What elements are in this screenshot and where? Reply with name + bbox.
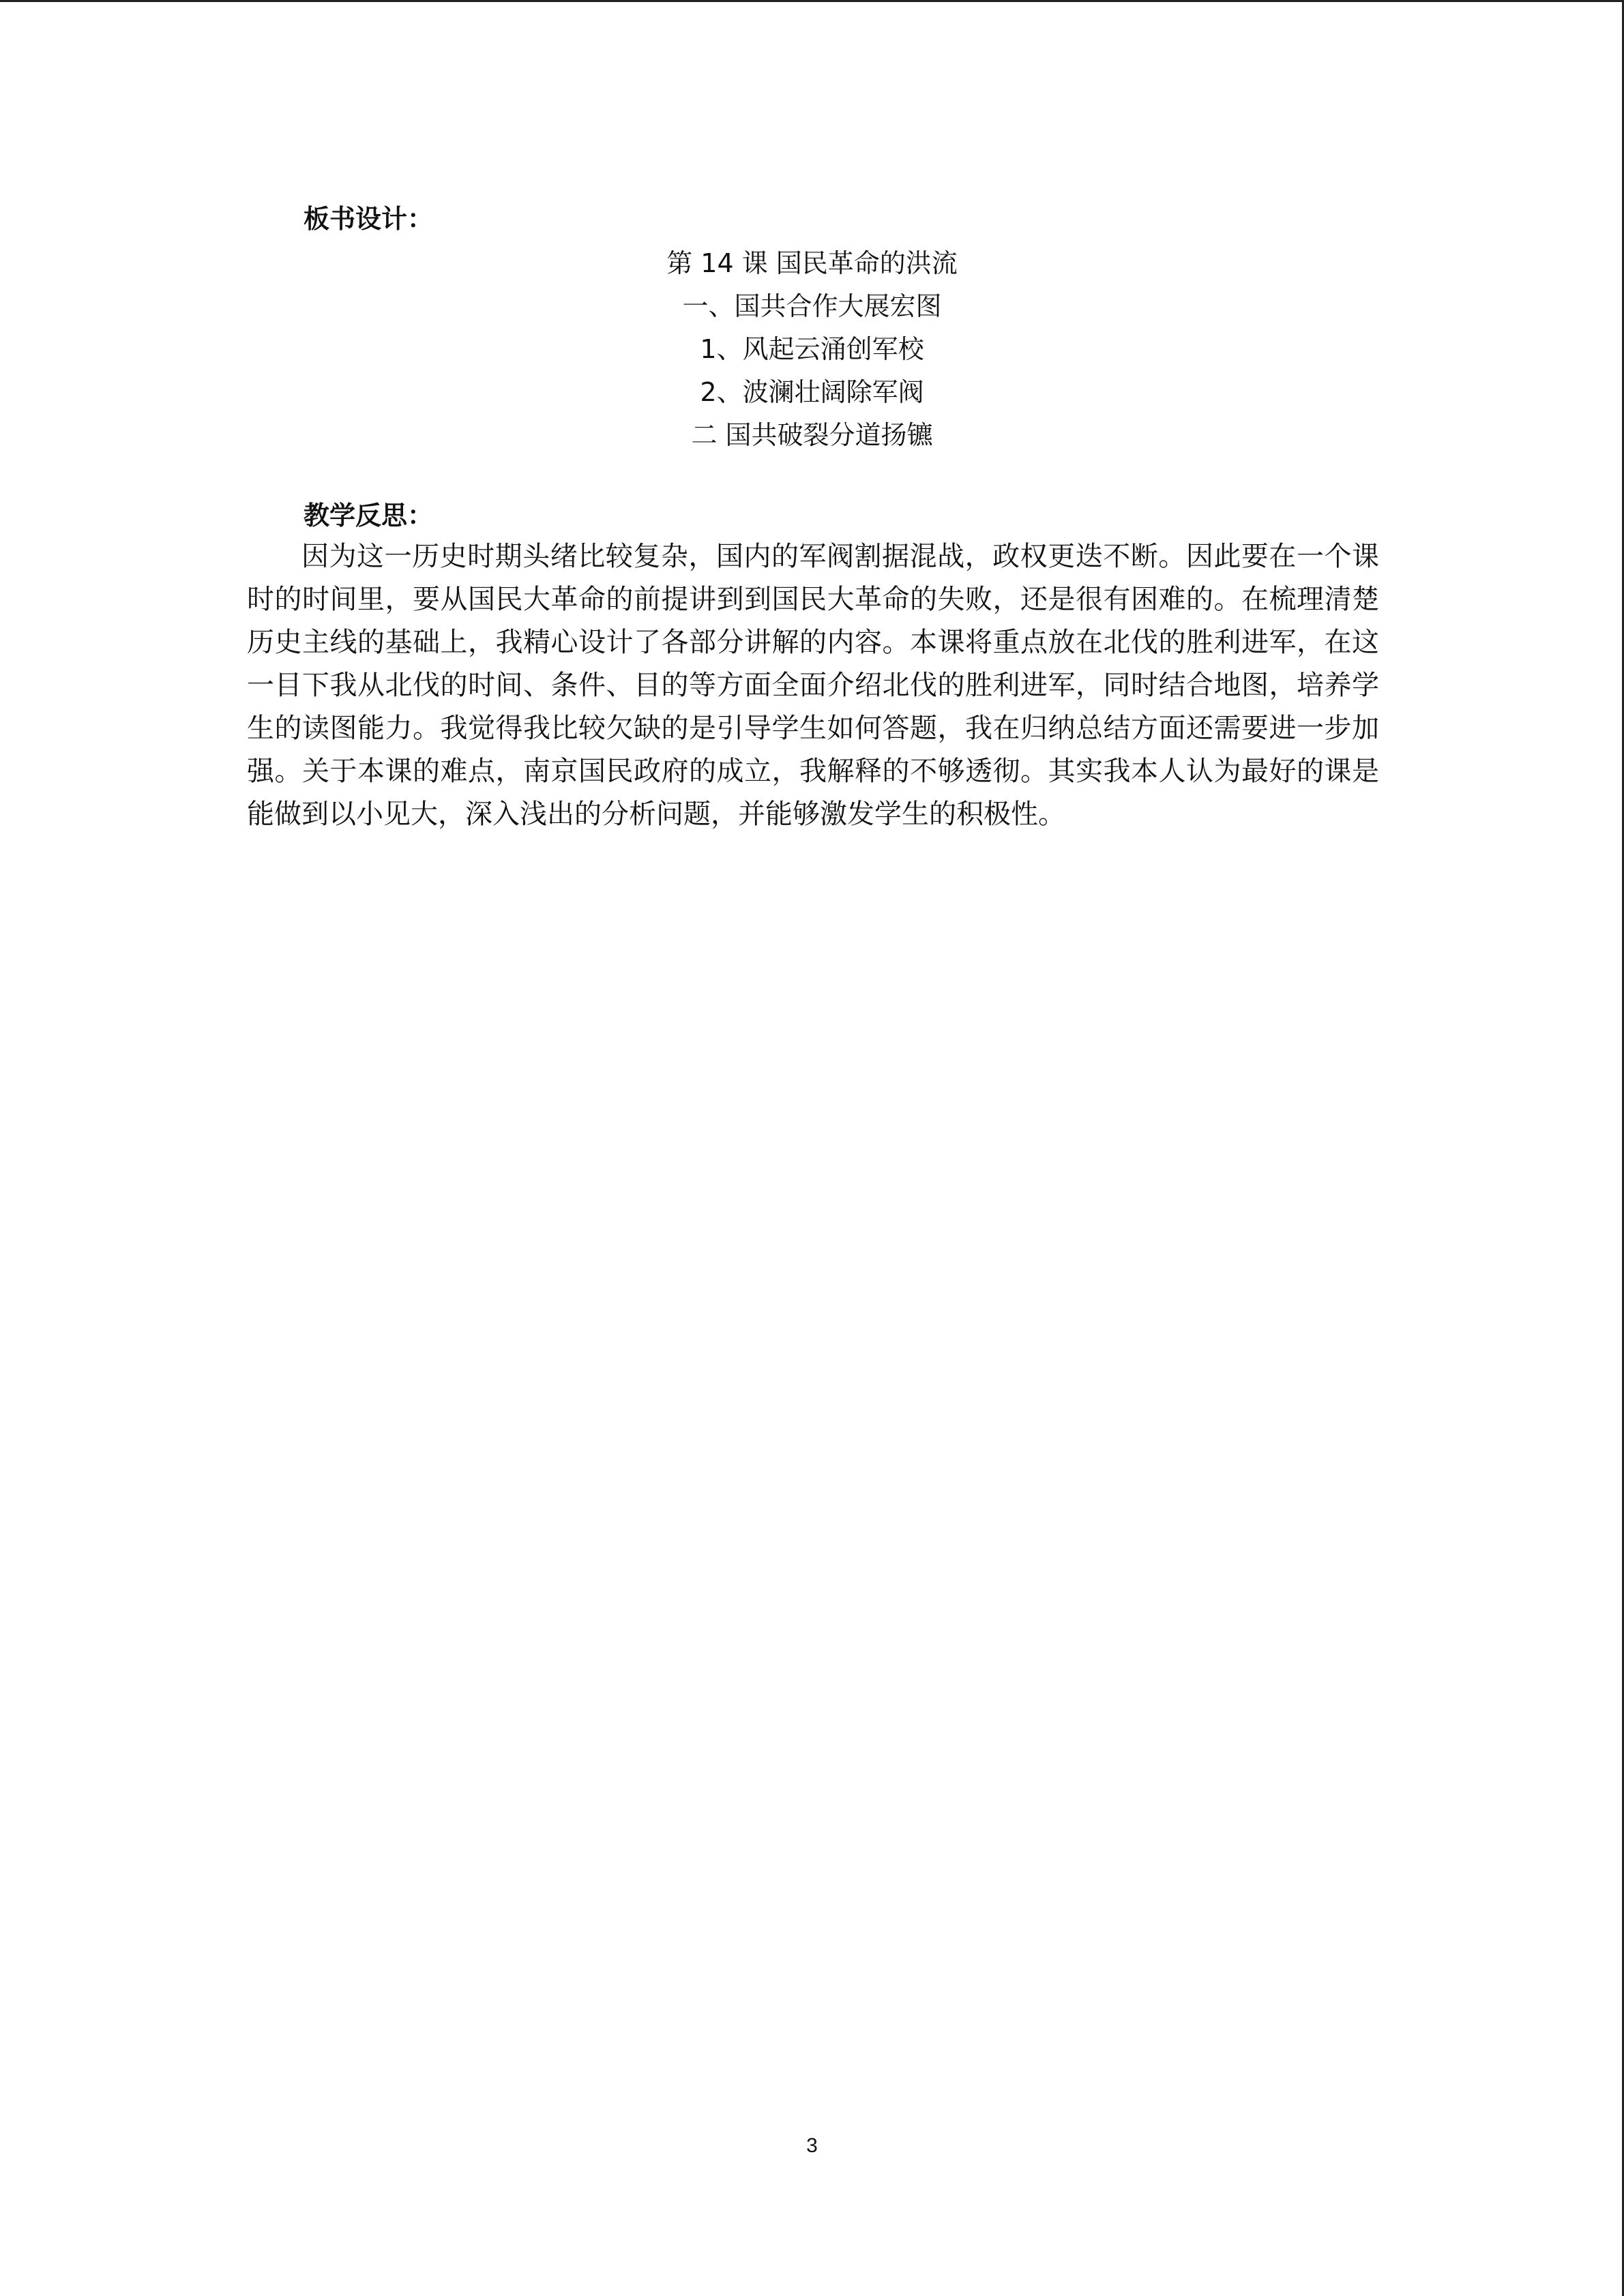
lesson-title: 第 14 课 国民革命的洪流 [666, 248, 958, 278]
outline-item-2: 2、波澜壮阔除军阀 [700, 377, 924, 407]
outline-item-1: 1、风起云涌创军校 [700, 334, 924, 364]
page-top-border [0, 0, 1624, 2]
teaching-reflection-paragraph: 因为这一历史时期头绪比较复杂，国内的军阀割据混战，政权更迭不断。因此要在一个课时的时间里，要从国民大革命的前提讲到到国民大革命的失败，还是很有困难的。在梳理清楚历史主线的基础上，我精心设计了各部分讲解的内容。本课将重点放在北伐的胜利进军，在这一目下我从北伐的时间、条件、目的等方面全面介绍北伐的胜利进军，同时结合地图，培养学生的读图能力。我觉得我比较欠缺的是引导学生如何答题，我在归纳总结方面还需要进一步加强。关于本课的难点，南京国民政府的成立，我解释的不够透彻。其实我本人认为最好的课是能做到以小见大，深入浅出的分析问题，并能够激发学生的积极性。 [247, 541, 1379, 830]
page-number: 3 [806, 2134, 818, 2157]
teaching-reflection-heading: 教学反思： [304, 501, 434, 531]
board-design-outline [614, 242, 1010, 457]
board-design-heading: 板书设计： [304, 204, 434, 234]
outline-section-1: 一、国共合作大展宏图 [682, 291, 942, 321]
outline-section-2: 二 国共破裂分道扬镳 [691, 420, 933, 450]
